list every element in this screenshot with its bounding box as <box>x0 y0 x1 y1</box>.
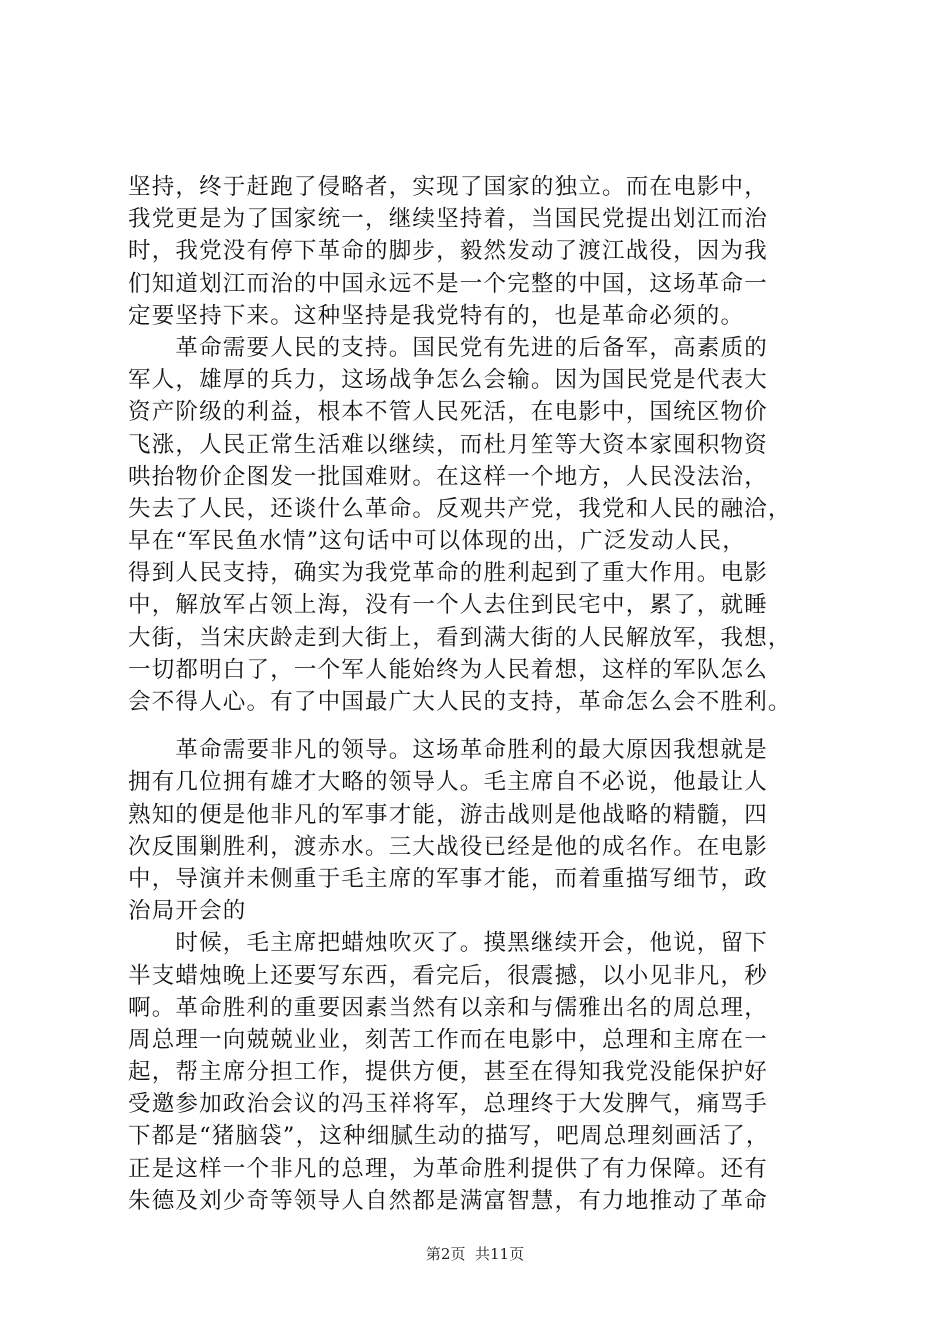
page-footer <box>0 1244 950 1264</box>
text-line: 早在“军民鱼水情”这句话中可以体现的出，广泛发动人民， <box>128 528 746 555</box>
text-line: 受邀参加政治会议的冯玉祥将军，总理终于大发脾气，痛骂手 <box>128 1091 768 1118</box>
text-line: 啊。革命胜利的重要因素当然有以亲和与儒雅出名的周总理， <box>128 994 768 1021</box>
page-number: 第2页 共11页 <box>425 1245 525 1263</box>
text-line: 大街，当宋庆龄走到大街上，看到满大街的人民解放军，我想， <box>128 624 792 651</box>
text-line: 起，帮主席分担工作，提供方便，甚至在得知我党没能保护好 <box>128 1059 768 1086</box>
text-line: 军人，雄厚的兵力，这场战争怎么会输。因为国民党是代表大 <box>128 367 768 394</box>
text-line: 资产阶级的利益，根本不管人民死活，在电影中，国统区物价 <box>128 399 768 426</box>
text-line: 哄抬物价企图发一批国难财。在这样一个地方，人民没法治， <box>128 463 768 490</box>
text-line: 们知道划江而治的中国永远不是一个完整的中国，这场革命一 <box>128 270 768 297</box>
text-line: 坚持，终于赶跑了侵略者，实现了国家的独立。而在电影中， <box>128 174 768 200</box>
text-line: 时，我党没有停下革命的脚步，毅然发动了渡江战役，因为我 <box>128 238 768 265</box>
text-line: 飞涨，人民正常生活难以继续，而杜月笙等大资本家囤积物资 <box>128 431 768 458</box>
text-line: 半支蜡烛晚上还要写东西，看完后，很震撼，以小见非凡，秒 <box>128 962 768 989</box>
text-line: 失去了人民，还谈什么革命。反观共产党，我党和人民的融洽， <box>128 495 792 522</box>
text-line: 会不得人心。有了中国最广大人民的支持，革命怎么会不胜利。 <box>128 689 792 715</box>
text-line: 次反围剿胜利，渡赤水。三大战役已经是他的成名作。在电影 <box>128 833 768 860</box>
text-line: 朱德及刘少奇等领导人自然都是满富智慧，有力地推动了革命 <box>128 1187 768 1214</box>
text-line: 治局开会的 <box>128 898 247 925</box>
text-line: 正是这样一个非凡的总理，为革命胜利提供了有力保障。还有 <box>128 1155 768 1182</box>
paragraph-gap <box>128 718 838 734</box>
text-line: 中，导演并未侧重于毛主席的军事才能，而着重描写细节，政 <box>128 865 768 892</box>
body-text <box>128 171 838 1217</box>
text-line: 我党更是为了国家统一，继续坚持着，当国民党提出划江而治 <box>128 206 768 233</box>
text-line: 中，解放军占领上海，没有一个人去住到民宅中，累了，就睡 <box>128 592 768 619</box>
text-line: 周总理一向兢兢业业，刻苦工作而在电影中，总理和主席在一 <box>128 1026 768 1053</box>
text-line: 熟知的便是他非凡的军事才能，游击战则是他战略的精髓，四 <box>128 801 768 828</box>
text-line: 时候，毛主席把蜡烛吹灭了。摸黑继续开会，他说，留下 <box>128 930 768 957</box>
text-line: 得到人民支持，确实为我党革命的胜利起到了重大作用。电影 <box>128 560 768 587</box>
text-line: 拥有几位拥有雄才大略的领导人。毛主席自不必说，他最让人 <box>128 769 768 796</box>
text-line: 一切都明白了，一个军人能始终为人民着想，这样的军队怎么 <box>128 656 768 683</box>
text-line: 下都是“猪脑袋”，这种细腻生动的描写，吧周总理刻画活了， <box>128 1123 770 1150</box>
text-line: 革命需要人民的支持。国民党有先进的后备军，高素质的 <box>128 334 768 361</box>
text-line: 定要坚持下来。这种坚持是我党特有的，也是革命必须的。 <box>128 302 745 329</box>
text-line: 革命需要非凡的领导。这场革命胜利的最大原因我想就是 <box>128 737 768 764</box>
